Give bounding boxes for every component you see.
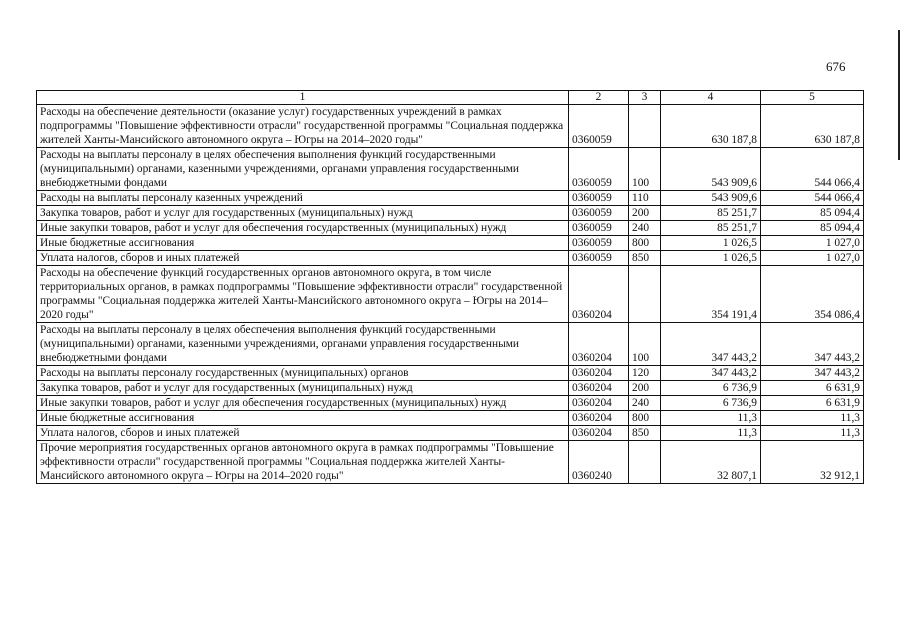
table-header-row (37, 91, 864, 105)
amount-col5-cell: 347 443,2 (761, 323, 864, 366)
expense-type-cell: 240 (629, 221, 661, 236)
amount-col4-cell: 543 909,6 (661, 191, 761, 206)
column-header: 3 (629, 91, 661, 105)
amount-col4-cell: 543 909,6 (661, 148, 761, 191)
expense-type-cell: 200 (629, 206, 661, 221)
amount-col4-cell: 11,3 (661, 411, 761, 426)
amount-col4-cell: 6 736,9 (661, 381, 761, 396)
row-name-cell: Закупка товаров, работ и услуг для государственных (муниципальных) нужд (37, 206, 569, 221)
table-row (37, 236, 864, 251)
expense-type-cell: 110 (629, 191, 661, 206)
target-article-code-cell: 0360204 (569, 396, 629, 411)
table-row (37, 441, 864, 484)
table-row (37, 206, 864, 221)
column-header: 1 (37, 91, 569, 105)
amount-col5-cell: 630 187,8 (761, 105, 864, 148)
expense-type-cell (629, 105, 661, 148)
row-name-cell: Иные закупки товаров, работ и услуг для обеспечения государственных (муниципальных) нужд (37, 396, 569, 411)
row-name-cell: Иные бюджетные ассигнования (37, 236, 569, 251)
column-header: 4 (661, 91, 761, 105)
amount-col5-cell: 1 027,0 (761, 236, 864, 251)
target-article-code-cell: 0360059 (569, 251, 629, 266)
table-row (37, 148, 864, 191)
target-article-code-cell: 0360204 (569, 323, 629, 366)
target-article-code-cell: 0360204 (569, 266, 629, 323)
target-article-code-cell: 0360059 (569, 236, 629, 251)
amount-col5-cell: 85 094,4 (761, 221, 864, 236)
table-row (37, 411, 864, 426)
column-header: 2 (569, 91, 629, 105)
target-article-code-cell: 0360204 (569, 411, 629, 426)
amount-col5-cell: 347 443,2 (761, 366, 864, 381)
page-edge-rule (898, 30, 900, 160)
row-name-cell: Расходы на обеспечение функций государственных органов автономного округа, в том числе территориальных органов, в рамках подпрограммы "Повышение эффективности отрасли" государственной программы "Социальная поддержка жителей Ханты-Мансийского автономного округа – Югры на 2014–2020 годы" (37, 266, 569, 323)
target-article-code-cell: 0360059 (569, 191, 629, 206)
row-name-cell: Иные бюджетные ассигнования (37, 411, 569, 426)
amount-col5-cell: 11,3 (761, 426, 864, 441)
budget-table (36, 90, 864, 484)
amount-col4-cell: 85 251,7 (661, 206, 761, 221)
row-name-cell: Расходы на обеспечение деятельности (оказание услуг) государственных учреждений в рамках подпрограммы "Повышение эффективности отрасли" государственной программы "Социальная поддержка жителей Ханты-Мансийского автономного округа – Югры на 2014–2020 годы" (37, 105, 569, 148)
row-name-cell: Прочие мероприятия государственных органов автономного округа в рамках подпрограммы "Повышение эффективности отрасли" государственной программы "Социальная поддержка жителей Ханты-Мансийского автономного округа – Югры на 2014–2020 годы" (37, 441, 569, 484)
amount-col5-cell: 85 094,4 (761, 206, 864, 221)
table-row (37, 105, 864, 148)
table-row (37, 366, 864, 381)
row-name-cell: Расходы на выплаты персоналу в целях обеспечения выполнения функций государственными (муниципальными) органами, казенными учреждениями, органами управления государственными внебюджетными фондами (37, 148, 569, 191)
target-article-code-cell: 0360204 (569, 381, 629, 396)
amount-col4-cell: 32 807,1 (661, 441, 761, 484)
expense-type-cell: 850 (629, 251, 661, 266)
expense-type-cell: 800 (629, 411, 661, 426)
expense-type-cell: 200 (629, 381, 661, 396)
amount-col5-cell: 6 631,9 (761, 396, 864, 411)
amount-col5-cell: 11,3 (761, 411, 864, 426)
row-name-cell: Уплата налогов, сборов и иных платежей (37, 251, 569, 266)
target-article-code-cell: 0360059 (569, 105, 629, 148)
amount-col5-cell: 32 912,1 (761, 441, 864, 484)
expense-type-cell: 850 (629, 426, 661, 441)
row-name-cell: Расходы на выплаты персоналу казенных учреждений (37, 191, 569, 206)
amount-col4-cell: 85 251,7 (661, 221, 761, 236)
page-number: 676 (826, 59, 846, 74)
row-name-cell: Иные закупки товаров, работ и услуг для обеспечения государственных (муниципальных) нужд (37, 221, 569, 236)
row-name-cell: Уплата налогов, сборов и иных платежей (37, 426, 569, 441)
amount-col4-cell: 347 443,2 (661, 366, 761, 381)
amount-col5-cell: 544 066,4 (761, 191, 864, 206)
target-article-code-cell: 0360204 (569, 426, 629, 441)
table-row (37, 323, 864, 366)
amount-col4-cell: 1 026,5 (661, 251, 761, 266)
table-row (37, 251, 864, 266)
expense-type-cell (629, 441, 661, 484)
row-name-cell: Расходы на выплаты персоналу в целях обеспечения выполнения функций государственными (муниципальными) органами, казенными учреждениями, органами управления государственными внебюджетными фондами (37, 323, 569, 366)
row-name-cell: Закупка товаров, работ и услуг для государственных (муниципальных) нужд (37, 381, 569, 396)
target-article-code-cell: 0360059 (569, 206, 629, 221)
target-article-code-cell: 0360240 (569, 441, 629, 484)
expense-type-cell: 800 (629, 236, 661, 251)
expense-type-cell: 100 (629, 323, 661, 366)
amount-col4-cell: 11,3 (661, 426, 761, 441)
expense-type-cell: 100 (629, 148, 661, 191)
target-article-code-cell: 0360059 (569, 148, 629, 191)
table-row (37, 396, 864, 411)
table-row (37, 191, 864, 206)
amount-col4-cell: 630 187,8 (661, 105, 761, 148)
table-row (37, 381, 864, 396)
amount-col5-cell: 6 631,9 (761, 381, 864, 396)
amount-col4-cell: 347 443,2 (661, 323, 761, 366)
target-article-code-cell: 0360059 (569, 221, 629, 236)
amount-col4-cell: 1 026,5 (661, 236, 761, 251)
table-row (37, 426, 864, 441)
amount-col5-cell: 1 027,0 (761, 251, 864, 266)
expense-type-cell (629, 266, 661, 323)
amount-col5-cell: 544 066,4 (761, 148, 864, 191)
amount-col4-cell: 354 191,4 (661, 266, 761, 323)
amount-col4-cell: 6 736,9 (661, 396, 761, 411)
row-name-cell: Расходы на выплаты персоналу государственных (муниципальных) органов (37, 366, 569, 381)
expense-type-cell: 240 (629, 396, 661, 411)
table-row (37, 266, 864, 323)
table-row (37, 221, 864, 236)
amount-col5-cell: 354 086,4 (761, 266, 864, 323)
expense-type-cell: 120 (629, 366, 661, 381)
target-article-code-cell: 0360204 (569, 366, 629, 381)
column-header: 5 (761, 91, 864, 105)
